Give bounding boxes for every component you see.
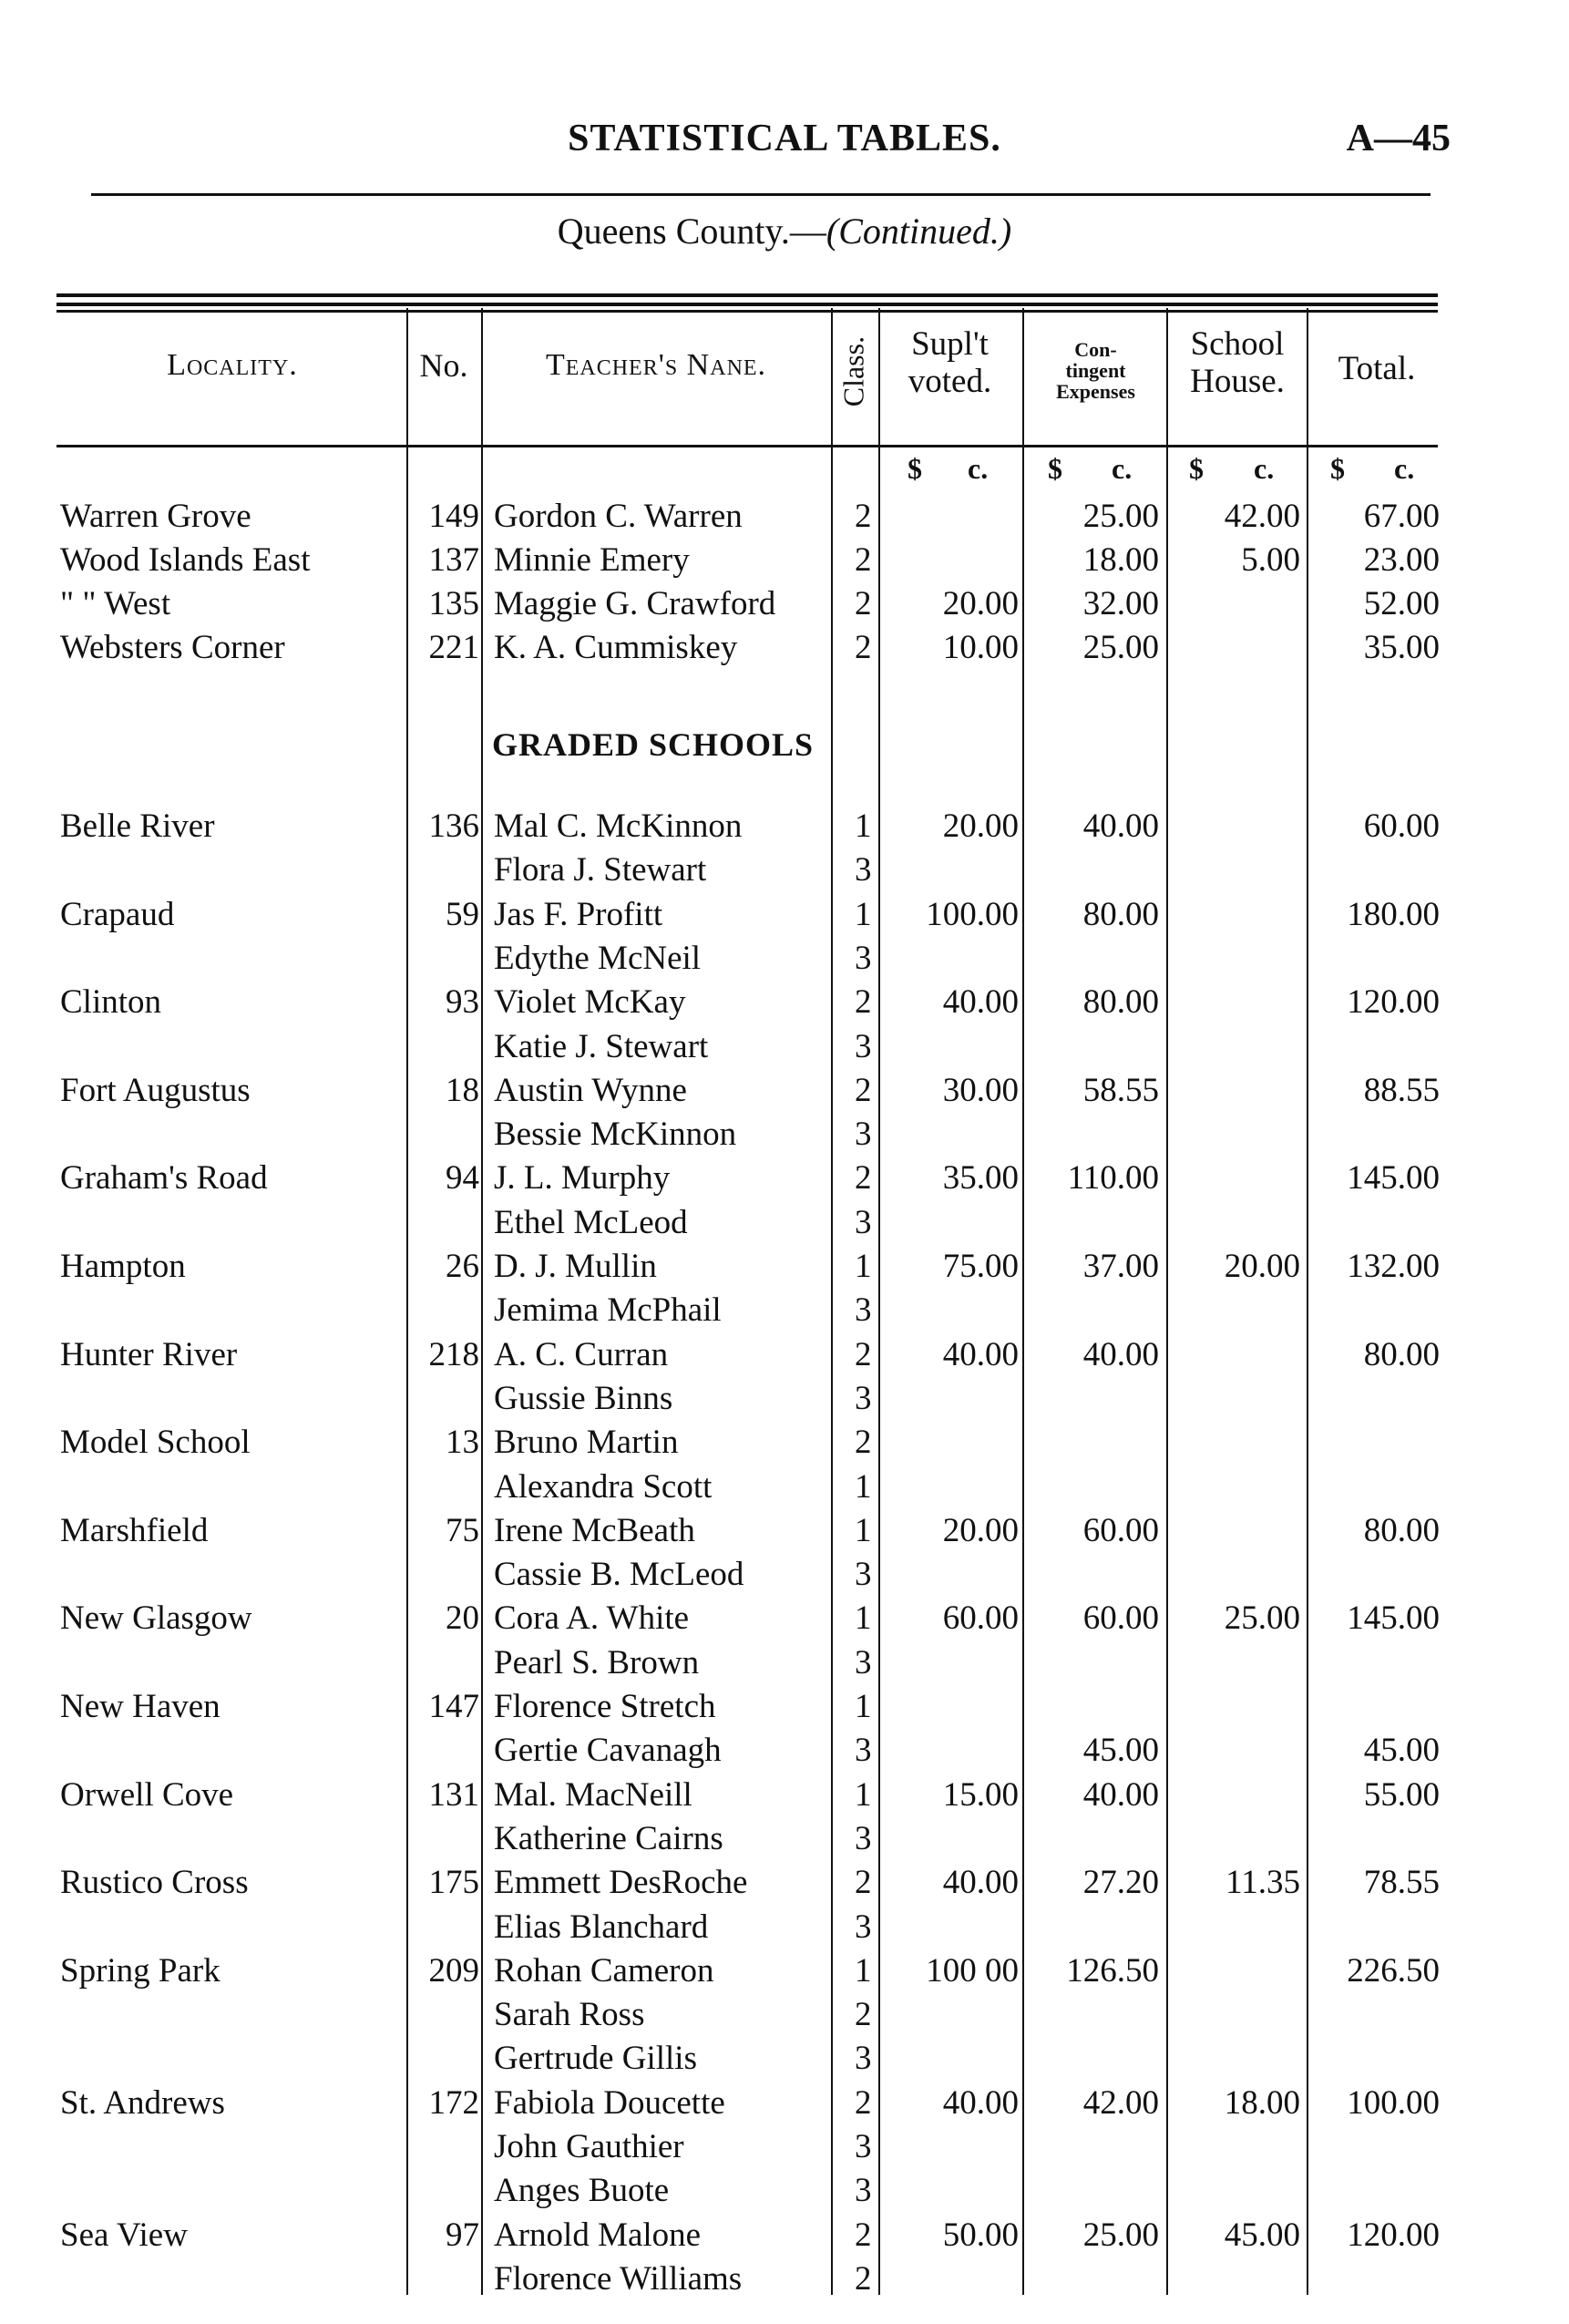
row-school-house: 45.00 — [1224, 2216, 1300, 2254]
row-class: 3 — [855, 1379, 872, 1417]
row-teacher-name: Emmett DesRoche — [494, 1864, 748, 1902]
row-number: 218 — [428, 1335, 479, 1373]
row-class: 3 — [855, 1291, 872, 1330]
row-total: 100.00 — [1347, 2083, 1440, 2122]
row-locality: Orwell Cove — [60, 1775, 234, 1814]
units-cont-dollar: $ — [1048, 452, 1062, 485]
suplt-line-1: Supl't — [911, 325, 989, 363]
row-class: 3 — [855, 1732, 872, 1770]
cont-line-3: Expenses — [1056, 380, 1135, 404]
column-header-locality: Locality. — [167, 348, 298, 382]
row-locality: New Haven — [60, 1688, 220, 1725]
row-teacher-name: Gussie Binns — [494, 1379, 673, 1417]
column-header-school-house — [1169, 326, 1306, 400]
row-number: 172 — [428, 2083, 479, 2122]
row-number: 221 — [428, 629, 479, 666]
row-total: 132.00 — [1347, 1248, 1440, 1285]
row-contingent: 80.00 — [1082, 895, 1159, 933]
row-teacher-name: Gertrude Gillis — [494, 2040, 697, 2078]
units-suplt-cents: c. — [968, 452, 989, 485]
row-school-house: 11.35 — [1225, 1864, 1300, 1902]
row-suplt-voted: 100.00 — [926, 895, 1019, 933]
table-top-rule-3 — [56, 310, 1438, 313]
row-teacher-name: Anges Buote — [494, 2172, 670, 2210]
row-teacher-name: Pearl S. Brown — [494, 1643, 700, 1681]
units-school-cents: c. — [1254, 452, 1275, 485]
row-suplt-voted: 10.00 — [942, 629, 1019, 666]
row-suplt-voted: 35.00 — [942, 1159, 1019, 1198]
row-locality: Hampton — [60, 1248, 186, 1285]
row-suplt-voted: 20.00 — [942, 807, 1019, 845]
row-locality: Spring Park — [60, 1951, 220, 1990]
row-contingent: 126.50 — [1066, 1951, 1159, 1990]
row-locality: Sea View — [60, 2216, 188, 2254]
section-graded-schools: GRADED SCHOOLS — [492, 726, 815, 763]
suplt-line-2: voted. — [908, 362, 992, 400]
row-teacher-name: Katie J. Stewart — [494, 1027, 709, 1065]
column-header-no: No. — [419, 347, 468, 384]
row-teacher-name: Alexandra Scott — [494, 1467, 713, 1506]
row-teacher-name: Elias Blanchard — [494, 1908, 709, 1946]
column-divider — [1307, 308, 1308, 2295]
row-total: 88.55 — [1363, 1071, 1440, 1109]
row-contingent: 37.00 — [1082, 1248, 1159, 1285]
units-suplt-dollar: $ — [908, 452, 922, 485]
row-suplt-voted: 20.00 — [942, 585, 1019, 622]
row-number: 175 — [428, 1864, 479, 1902]
row-teacher-name: Jas F. Profitt — [494, 895, 663, 933]
row-class: 2 — [855, 2216, 872, 2254]
row-contingent: 45.00 — [1082, 1732, 1159, 1770]
row-class: 1 — [855, 1248, 872, 1285]
subtitle-continued: (Continued.) — [826, 211, 1012, 252]
row-teacher-name: J. L. Murphy — [494, 1159, 671, 1198]
row-teacher-name: Florence Williams — [494, 2259, 743, 2298]
row-locality: Wood Islands East — [60, 541, 311, 579]
row-contingent: 40.00 — [1082, 1775, 1159, 1814]
row-class: 3 — [855, 1027, 872, 1065]
row-school-house: 25.00 — [1224, 1599, 1300, 1638]
row-class: 2 — [855, 983, 872, 1022]
row-number: 131 — [428, 1775, 479, 1814]
row-number: 209 — [428, 1951, 479, 1990]
row-school-house: 18.00 — [1224, 2083, 1300, 2122]
row-class: 3 — [855, 2040, 872, 2078]
row-locality: Hunter River — [60, 1335, 238, 1373]
cont-line-2: tingent — [1065, 359, 1126, 383]
row-locality: Warren Grove — [60, 498, 251, 535]
school-line-2: House. — [1190, 362, 1285, 400]
column-divider — [1022, 308, 1024, 2295]
row-teacher-name: Katherine Cairns — [494, 1819, 723, 1857]
row-contingent: 40.00 — [1082, 1335, 1159, 1373]
row-teacher-name: Irene McBeath — [494, 1511, 695, 1549]
column-divider — [878, 308, 880, 2295]
row-total: 80.00 — [1363, 1511, 1440, 1549]
row-locality: " " West — [60, 585, 171, 622]
row-teacher-name: Edythe McNeil — [494, 939, 702, 977]
row-suplt-voted: 60.00 — [942, 1599, 1019, 1638]
row-teacher-name: A. C. Curran — [494, 1335, 669, 1373]
row-contingent: 110.00 — [1067, 1159, 1159, 1198]
column-divider — [406, 308, 408, 2295]
row-locality: Belle River — [60, 807, 215, 845]
class-label: Class. — [836, 335, 870, 407]
row-class: 1 — [855, 1599, 872, 1638]
row-class: 3 — [855, 2172, 872, 2210]
row-class: 3 — [855, 1116, 872, 1154]
row-locality: St. Andrews — [60, 2083, 225, 2122]
row-teacher-name: Bruno Martin — [494, 1424, 679, 1462]
row-class: 3 — [855, 1643, 872, 1681]
row-contingent: 60.00 — [1082, 1511, 1159, 1549]
row-class: 2 — [855, 585, 872, 622]
row-contingent: 60.00 — [1082, 1599, 1159, 1638]
row-suplt-voted: 75.00 — [942, 1248, 1019, 1285]
row-locality: Crapaud — [60, 895, 175, 933]
row-total: 60.00 — [1363, 807, 1440, 845]
row-contingent: 25.00 — [1082, 629, 1159, 666]
row-total: 35.00 — [1363, 629, 1440, 666]
row-contingent: 58.55 — [1082, 1071, 1159, 1109]
row-number: 136 — [428, 807, 479, 845]
row-total: 120.00 — [1347, 2216, 1440, 2254]
row-teacher-name: Mal. MacNeill — [494, 1775, 692, 1814]
row-school-house: 5.00 — [1241, 541, 1300, 579]
row-locality: Model School — [60, 1424, 251, 1462]
row-teacher-name: Fabiola Doucette — [494, 2083, 725, 2122]
row-total: 145.00 — [1347, 1159, 1440, 1198]
row-class: 2 — [855, 1996, 872, 2034]
row-suplt-voted: 50.00 — [942, 2216, 1019, 2254]
row-teacher-name: Ethel McLeod — [494, 1203, 688, 1241]
row-teacher-name: Cassie B. McLeod — [494, 1556, 744, 1594]
column-header-teacher: Teacher's Nane. — [545, 348, 767, 382]
row-locality: New Glasgow — [60, 1599, 252, 1638]
row-teacher-name: Austin Wynne — [494, 1071, 687, 1109]
row-teacher-name: Gertie Cavanagh — [494, 1732, 722, 1770]
row-locality: Rustico Cross — [60, 1864, 249, 1902]
column-header-class — [831, 319, 877, 428]
row-contingent: 40.00 — [1082, 807, 1159, 845]
row-total: 145.00 — [1347, 1599, 1440, 1638]
row-class: 1 — [855, 1951, 872, 1990]
page-number: A—45 — [1346, 118, 1451, 159]
units-school-dollar: $ — [1189, 452, 1204, 485]
row-number: 93 — [446, 983, 479, 1022]
column-header-suplt — [879, 326, 1020, 400]
row-number: 75 — [446, 1511, 479, 1549]
row-suplt-voted: 15.00 — [942, 1775, 1019, 1814]
row-teacher-name: Violet McKay — [494, 983, 686, 1022]
row-locality: Clinton — [60, 983, 162, 1022]
row-suplt-voted: 40.00 — [942, 983, 1019, 1022]
row-class: 1 — [855, 1467, 872, 1506]
row-number: 13 — [446, 1424, 479, 1462]
row-class: 3 — [855, 1819, 872, 1857]
row-locality: Graham's Road — [60, 1159, 268, 1198]
row-class: 1 — [855, 1688, 872, 1725]
row-teacher-name: Rohan Cameron — [494, 1951, 714, 1990]
row-number: 18 — [446, 1071, 479, 1109]
column-divider — [831, 308, 833, 2295]
row-suplt-voted: 30.00 — [942, 1071, 1019, 1109]
row-contingent: 27.20 — [1082, 1864, 1159, 1902]
row-class: 2 — [855, 1335, 872, 1373]
header-rule — [91, 193, 1431, 196]
row-number: 135 — [428, 585, 479, 622]
row-suplt-voted: 40.00 — [942, 2083, 1019, 2122]
row-class: 3 — [855, 2128, 872, 2165]
units-cont-cents: c. — [1112, 452, 1133, 485]
table-top-rule-1 — [56, 293, 1438, 297]
row-school-house: 42.00 — [1224, 498, 1300, 535]
row-contingent: 80.00 — [1082, 983, 1159, 1022]
row-total: 45.00 — [1363, 1732, 1440, 1770]
row-teacher-name: Cora A. White — [494, 1599, 690, 1638]
row-suplt-voted: 40.00 — [942, 1335, 1019, 1373]
row-class: 1 — [855, 1511, 872, 1549]
row-teacher-name: K. A. Cummiskey — [494, 629, 738, 666]
column-divider — [1166, 308, 1168, 2295]
row-class: 3 — [855, 1203, 872, 1241]
row-teacher-name: John Gauthier — [494, 2128, 684, 2165]
column-divider — [481, 308, 483, 2295]
row-contingent: 42.00 — [1082, 2083, 1159, 2122]
row-class: 2 — [855, 1864, 872, 1902]
row-class: 1 — [855, 807, 872, 845]
row-total: 52.00 — [1363, 585, 1440, 622]
row-class: 1 — [855, 895, 872, 933]
row-teacher-name: D. J. Mullin — [494, 1248, 657, 1285]
row-teacher-name: Sarah Ross — [494, 1996, 645, 2034]
column-header-contingent — [1025, 339, 1166, 402]
row-school-house: 20.00 — [1224, 1248, 1300, 1285]
row-class: 2 — [855, 2259, 872, 2298]
row-teacher-name: Maggie G. Crawford — [494, 585, 776, 622]
row-class: 3 — [855, 851, 872, 889]
units-total-cents: c. — [1394, 452, 1415, 485]
row-number: 59 — [446, 895, 479, 933]
row-class: 2 — [855, 541, 872, 579]
row-number: 20 — [446, 1599, 479, 1638]
row-teacher-name: Jemima McPhail — [494, 1291, 722, 1330]
row-teacher-name: Mal C. McKinnon — [494, 807, 743, 845]
row-number: 97 — [446, 2216, 479, 2254]
table-top-rule-2 — [56, 303, 1438, 306]
row-class: 3 — [855, 1908, 872, 1946]
row-number: 137 — [428, 541, 479, 579]
subtitle-main: Queens County.— — [557, 211, 826, 252]
row-total: 55.00 — [1363, 1775, 1440, 1814]
row-contingent: 32.00 — [1082, 585, 1159, 622]
row-contingent: 25.00 — [1082, 2216, 1159, 2254]
header-bottom-rule — [56, 445, 1438, 447]
row-teacher-name: Bessie McKinnon — [494, 1116, 737, 1154]
row-suplt-voted: 40.00 — [942, 1864, 1019, 1902]
column-header-total: Total. — [1338, 350, 1416, 387]
page-title: STATISTICAL TABLES. — [568, 118, 1001, 159]
row-locality: Marshfield — [60, 1511, 209, 1549]
cont-line-1: Con- — [1074, 338, 1117, 361]
row-class: 3 — [855, 1556, 872, 1594]
row-number: 149 — [428, 498, 479, 535]
row-total: 80.00 — [1363, 1335, 1440, 1373]
row-teacher-name: Florence Stretch — [494, 1688, 716, 1725]
row-teacher-name: Arnold Malone — [494, 2216, 702, 2254]
row-class: 2 — [855, 629, 872, 666]
row-class: 2 — [855, 1159, 872, 1198]
row-class: 2 — [855, 1071, 872, 1109]
row-suplt-voted: 20.00 — [942, 1511, 1019, 1549]
row-locality: Websters Corner — [60, 629, 285, 666]
row-total: 78.55 — [1363, 1864, 1440, 1902]
row-locality: Fort Augustus — [60, 1071, 251, 1109]
row-class: 2 — [855, 2083, 872, 2122]
row-total: 67.00 — [1363, 498, 1440, 535]
row-teacher-name: Flora J. Stewart — [494, 851, 707, 889]
row-total: 120.00 — [1347, 983, 1440, 1022]
row-teacher-name: Gordon C. Warren — [494, 498, 743, 535]
row-total: 23.00 — [1363, 541, 1440, 579]
row-class: 2 — [855, 498, 872, 535]
school-line-1: School — [1190, 325, 1285, 363]
row-number: 147 — [428, 1688, 479, 1725]
row-class: 1 — [855, 1775, 872, 1814]
row-total: 226.50 — [1347, 1951, 1440, 1990]
row-teacher-name: Minnie Emery — [494, 541, 690, 579]
row-number: 26 — [446, 1248, 479, 1285]
row-total: 180.00 — [1347, 895, 1440, 933]
row-contingent: 18.00 — [1082, 541, 1159, 579]
row-contingent: 25.00 — [1082, 498, 1159, 535]
row-number: 94 — [446, 1159, 479, 1198]
row-class: 2 — [855, 1424, 872, 1462]
table-subtitle — [0, 210, 1569, 252]
units-total-dollar: $ — [1330, 452, 1345, 485]
row-class: 3 — [855, 939, 872, 977]
row-suplt-voted: 100 00 — [926, 1951, 1019, 1990]
